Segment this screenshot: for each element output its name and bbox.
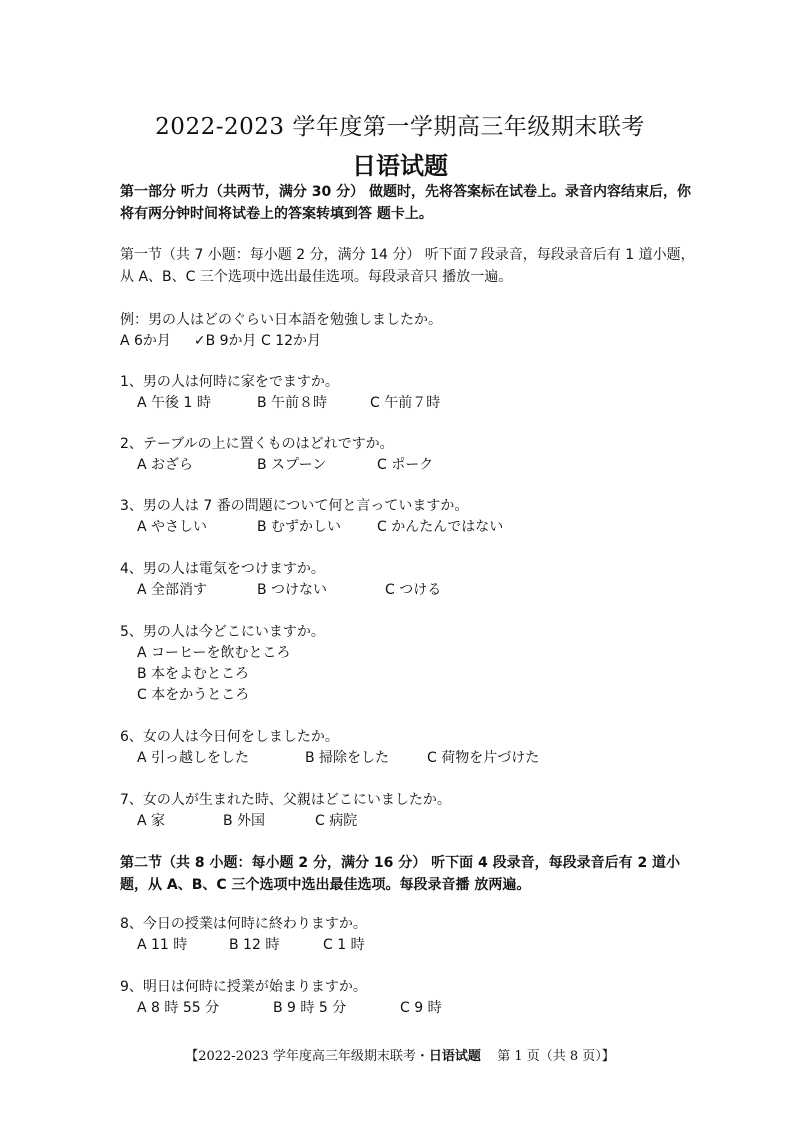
q2-option-c: C ポーク [377,457,434,473]
section2-intro: 第二节（共 8 小题：每小题 2 分，满分 16 分） 听下面 4 段录音，每段录音后有 2 道小题，从 A、B、C 三个选项中选出最佳选项。每段录音播 放两遍。 [120,855,681,893]
q5-option-a: A コーヒーを飲むところ [137,645,291,661]
question-8: 8、今日の授業は何時に終わりますか。 [120,916,367,932]
q4-option-a: A 全部消す [137,582,208,598]
example-option-b: B 9か月 [205,333,257,349]
q2-option-b: B スプーン [257,457,327,473]
q6-option-c: C 荷物を片づけた [427,750,540,766]
q1-option-b: B 午前８時 [257,395,328,411]
q8-option-c: C 1 時 [323,937,365,953]
question-4: 4、男の人は電気をつけますか。 [120,561,325,577]
example-option-a: A 6か月 [120,333,171,349]
question-6: 6、女の人は今日何をしましたか。 [120,729,339,745]
q5-option-c: C 本をかうところ [137,687,250,703]
question-1: 1、男の人は何時に家をでますか。 [120,374,339,390]
q7-option-c: C 病院 [315,813,358,829]
question-2: 2、テーブルの上に置くものはどれですか。 [120,436,394,452]
q9-option-b: B 9 時 5 分 [273,1000,347,1016]
q5-option-b: B 本をよむところ [137,666,250,682]
q8-option-a: A 11 時 [137,937,188,953]
q3-option-b: B むずかしい [257,519,342,535]
q4-option-b: B つけない [257,582,328,598]
footer-left: 【2022-2023 学年度高三年级期末联考・ [185,1049,429,1064]
section1-intro: 第一节（共 7 小题：每小题 2 分，满分 14 分） 听下面７段录音，每段录音后有 1 道小题，从 A、B、C 三个选项中选出最佳选项。每段录音只 播放一遍。 [120,247,695,285]
example-option-c: C 12か月 [261,333,322,349]
q2-option-a: A おざら [137,457,194,473]
question-5: 5、男の人は今どこにいますか。 [120,624,325,640]
footer-subject: 日语试题 [428,1049,481,1064]
question-3: 3、男の人は 7 番の問題について何と言っていますか。 [120,498,469,514]
q9-option-c: C 9 時 [400,1000,442,1016]
q6-option-b: B 掃除をした [305,750,390,766]
example-options [120,331,321,351]
q8-option-b: B 12 時 [229,937,280,953]
q4-option-c: C つける [385,582,442,598]
question-7: 7、女の人が生まれた時、父親はどこにいましたか。 [120,792,451,808]
q9-option-a: A 8 時 55 分 [137,1000,220,1016]
question-9: 9、明日は何時に授業が始まりますか。 [120,979,367,995]
q1-option-c: C 午前７時 [370,395,441,411]
q6-option-a: A 引っ越しをした [137,750,250,766]
q3-option-c: C かんたんではない [377,519,504,535]
q3-option-a: A やさしい [137,519,208,535]
page-footer [0,1045,800,1064]
example-question: 例：男の人はどのぐらい日本語を勉強しましたか。 [120,312,442,328]
exam-subtitle: 日语试题 [352,151,448,180]
q1-option-a: A 午後 1 時 [137,395,211,411]
footer-page-number: 第 1 页（共 8 页）】 [497,1049,615,1064]
part1-intro: 第一部分 听力（共两节，满分 30 分） 做题时，先将答案标在试卷上。录音内容结束后，你将有两分钟时间将试卷上的答案转填到答 题卡上。 [120,184,691,222]
q7-option-a: A 家 [137,813,166,829]
exam-title: 2022-2023 学年度第一学期高三年级期末联考 [155,114,645,140]
q7-option-b: B 外国 [223,813,266,829]
check-icon: ✓ [193,333,206,349]
